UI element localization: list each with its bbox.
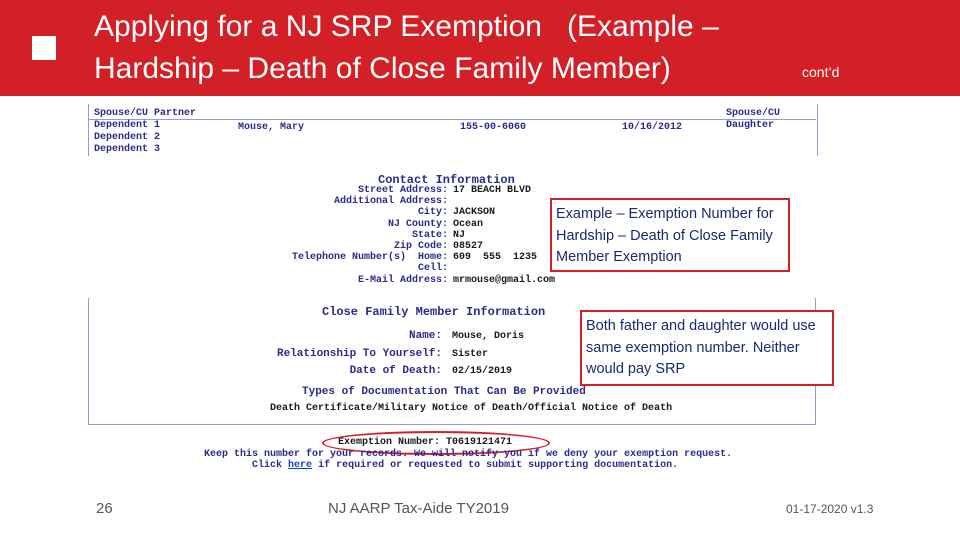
row-label: Spouse/CU Partner (94, 108, 197, 119)
cf-label: Relationship To Yourself: (276, 347, 442, 360)
contact-label: State: (411, 229, 448, 241)
contact-label: Cell: (417, 263, 448, 275)
cf-value: Mouse, Doris (452, 331, 525, 342)
contact-value: JACKSON (453, 207, 496, 219)
callout-exemption-number: Example – Exemption Number for Hardship – Death of Close Family Member Exemption (550, 198, 790, 272)
close-family-title: Close Family Member Information (322, 305, 546, 319)
exemption-number: T0619121471 (446, 437, 513, 448)
slide-number: 26 (96, 500, 113, 517)
contact-value: 17 BEACH BLVD (453, 185, 532, 196)
cf-label: Name: (408, 330, 442, 342)
contact-value: Ocean (453, 218, 484, 230)
exemption-label: Exemption Number: (338, 437, 441, 448)
dependents-row-labels (94, 108, 196, 156)
dependent-dob: 10/16/2012 (622, 122, 683, 133)
dependent-name: Mouse, Mary (238, 122, 305, 133)
row-label: Dependent 1 (94, 120, 161, 131)
callout-same-exemption: Both father and daughter would use same exemption number. Neither would pay SRP (580, 310, 834, 386)
contact-label: City: (417, 207, 448, 219)
dependent-ssn: 155-00-6060 (460, 122, 527, 133)
close-family-labels (250, 328, 442, 381)
exemption-keep-note: Keep this number for your records. We will notify you if we deny your exemption request. (204, 449, 733, 460)
footer-title: NJ AARP Tax-Aide TY2019 (328, 500, 509, 517)
slide-header (0, 0, 960, 96)
here-link[interactable]: here (288, 460, 313, 471)
click-text: Click (252, 460, 283, 471)
documentation-title: Types of Documentation That Can Be Provided (302, 386, 586, 398)
contact-label: Telephone Number(s) Home: (291, 252, 448, 264)
footer-version: 01-17-2020 v1.3 (786, 502, 874, 516)
contact-value: mrmouse@gmail.com (453, 274, 556, 286)
exemption-click-note (252, 460, 678, 471)
contact-label: NJ County: (387, 218, 448, 230)
dependents-table (88, 104, 818, 156)
table-divider (88, 119, 816, 120)
bullet-square-icon (32, 36, 56, 60)
slide-title (94, 6, 774, 90)
contact-label: Additional Address: (333, 196, 448, 208)
contact-value (453, 263, 555, 274)
cf-value: Sister (452, 348, 489, 360)
contact-info-title: Contact Information (378, 173, 515, 187)
contact-value (453, 196, 555, 207)
contact-value: 609 555 1235 (453, 252, 538, 264)
contact-label: Zip Code: (393, 241, 448, 253)
contact-labels (232, 185, 448, 286)
dependent-relationship (726, 108, 780, 132)
contact-values (453, 185, 555, 286)
cf-label: Date of Death: (349, 365, 442, 377)
contact-label: Street Address: (357, 185, 448, 196)
contact-value: NJ (453, 229, 466, 241)
contact-label: E-Mail Address: (357, 274, 448, 286)
row-label: Dependent 2 (94, 132, 161, 143)
contact-value: 08527 (453, 241, 484, 252)
title-line-1: Applying for a NJ SRP Exemption (Example – (94, 10, 719, 43)
continued-label: cont’d (802, 64, 840, 80)
documentation-types: Death Certificate/Military Notice of Death/Official Notice of Death (270, 403, 673, 414)
cf-value: 02/15/2019 (452, 366, 513, 377)
title-line-2: Hardship – Death of Close Family Member) (94, 52, 671, 85)
close-family-values (452, 328, 524, 381)
rel-header: Spouse/CU (726, 108, 781, 119)
rel-value: Daughter (726, 120, 775, 131)
row-label: Dependent 3 (94, 144, 161, 155)
click-text-rest: if required or requested to submit supporting documentation. (318, 460, 679, 471)
